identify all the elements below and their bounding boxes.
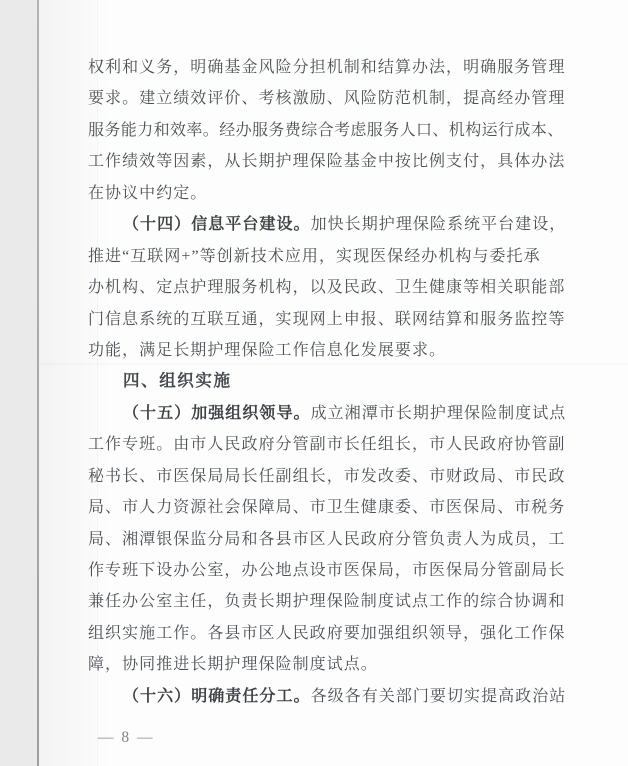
- line-text-segment: 障，协同推进长期护理保险制度试点。: [88, 656, 378, 674]
- text-line: [88, 555, 568, 586]
- line-text-segment: 要求。建立绩效评价、考核激励、风险防范机制，提高经办管理: [88, 90, 566, 108]
- line-bold-segment: 四、组织实施: [123, 372, 232, 391]
- text-line: [88, 115, 568, 146]
- text-line: [88, 304, 568, 335]
- line-text-segment: 各级各有关部门要切实提高政治站: [310, 687, 567, 705]
- line-text-segment: 成立湘潭市长期护理保险制度试点: [310, 404, 567, 422]
- text-line: [88, 492, 568, 523]
- line-text-segment: 门信息系统的互联互通，实现网上申报、联网结算和服务监控等: [88, 310, 566, 328]
- text-line: [88, 429, 568, 460]
- line-text-segment: 办机构、定点护理服务机构，以及民政、卫生健康等相关职能部: [88, 279, 566, 297]
- text-line: [88, 618, 568, 649]
- line-text-segment: 加快长期护理保险系统平台建设，: [310, 216, 567, 234]
- line-text-segment: 权利和义务，明确基金风险分担机制和结算办法，明确服务管理: [88, 59, 566, 76]
- text-line: [88, 586, 568, 617]
- line-text-segment: 工作绩效等因素，从长期护理保险基金中按比例支付，具体办法: [88, 153, 566, 171]
- text-line: [88, 241, 568, 272]
- line-text-segment: 作专班下设办公室，办公地点设市医保局，市医保局分管副局长: [88, 562, 566, 579]
- line-text-segment: 在协议中约定。: [88, 184, 208, 202]
- document-body: [88, 52, 568, 712]
- line-text-segment: 局、湘潭银保监分局和各县市区人民政府分管负责人为成员，工: [88, 530, 566, 548]
- text-line: [88, 272, 568, 303]
- text-line-section-16: [88, 681, 568, 712]
- line-text-segment: 组织实施工作。各县市区人民政府要加强组织领导，强化工作保: [88, 624, 566, 642]
- line-text-segment: 推进“互联网+”等创新技术应用，实现医保经办机构与委托承: [88, 247, 541, 265]
- text-line-section-15: [88, 398, 568, 429]
- text-line: [88, 524, 568, 555]
- line-text-segment: 秘书长、市医保局局长任副组长，市发改委、市财政局、市民政: [88, 467, 566, 485]
- line-text-segment: 服务能力和效率。经办服务费综合考虑服务人口、机构运行成本、: [88, 121, 564, 139]
- line-text-segment: 功能，满足长期护理保险工作信息化发展要求。: [88, 341, 447, 359]
- text-line: [88, 178, 568, 209]
- scan-margin-strip: [0, 0, 37, 766]
- line-text-segment: 工作专班。由市人民政府分管副市长任组长，市人民政府协管副: [88, 436, 566, 454]
- text-line: [88, 649, 568, 680]
- page-number: — 8 —: [98, 729, 155, 746]
- text-line: [88, 83, 568, 114]
- text-line: [88, 335, 568, 366]
- text-line: [88, 146, 568, 177]
- line-bold-segment: （十四）信息平台建设。: [123, 216, 311, 234]
- section-heading-4: [88, 366, 568, 397]
- line-bold-segment: （十六）明确责任分工。: [123, 687, 311, 705]
- line-text-segment: 局、市人力资源社会保障局、市卫生健康委、市医保局、市税务: [88, 499, 566, 517]
- text-line: [88, 52, 568, 83]
- text-line-section-14: [88, 209, 568, 240]
- text-line: [88, 461, 568, 492]
- line-bold-segment: （十五）加强组织领导。: [123, 404, 311, 422]
- line-text-segment: 兼任办公室主任，负责长期护理保险制度试点工作的综合协调和: [88, 593, 566, 611]
